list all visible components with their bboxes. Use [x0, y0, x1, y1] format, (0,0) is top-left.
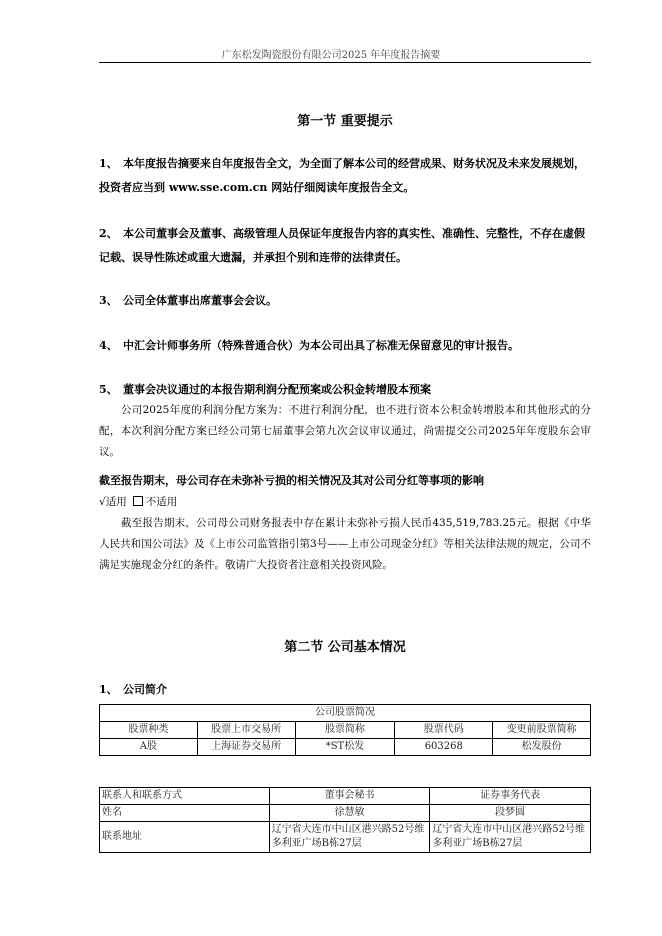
notice-item-4: [99, 334, 591, 358]
item-text: 公司全体董事出席董事会会议。: [123, 294, 277, 307]
table-cell: 徐慧敏: [269, 805, 430, 822]
item-text: 本年度报告摘要来自年度报告全文，为全面了解本公司的经营成果、财务状况及未来发展规划，投资者应当到 www.sse.com.cn 网站仔细阅读年度报告全文。: [99, 157, 585, 194]
company-profile-item: [99, 678, 591, 702]
section1-title: 第一节 重要提示: [297, 114, 393, 129]
not-applicable-label: 不适用: [145, 496, 178, 508]
table-cell: 603268: [395, 739, 493, 756]
notice-item-5: [99, 378, 591, 402]
checkbox-icon: [133, 496, 143, 506]
profit-distribution-paragraph: 公司2025年度的利润分配方案为：不进行利润分配，也不进行资本公积金转增股本和其他形式的分配，本次利润分配方案已经公司第七届董事会第九次会议审议通过，尚需提交公司2025年年度股东会审议。: [99, 404, 591, 458]
item-number: 5、: [99, 383, 118, 396]
table-cell: 松发股份: [493, 739, 591, 756]
table-cell: 辽宁省大连市中山区港兴路52号维多利亚广场B栋27层: [430, 822, 591, 853]
item-text: 公司简介: [123, 683, 167, 696]
table-header-cell: 联系人和联系方式: [100, 788, 270, 805]
table-row: [100, 822, 591, 853]
table-cell: 联系地址: [100, 822, 270, 853]
table-caption: 公司股票简况: [100, 705, 591, 722]
table-header-cell: 董事会秘书: [269, 788, 430, 805]
table-cell: A股: [100, 739, 198, 756]
item-text: 本公司董事会及董事、高级管理人员保证年度报告内容的真实性、准确性、完整性，不存在虚假记载、误导性陈述或重大遗漏，并承担个别和连带的法律责任。: [99, 227, 585, 264]
table-cell: 上海证券交易所: [197, 739, 295, 756]
section2-title: 第二节 公司基本情况: [284, 640, 406, 655]
table-header-cell: 变更前股票简称: [493, 722, 591, 739]
table-cell: 姓名: [100, 805, 270, 822]
item-number: 1、: [99, 157, 118, 170]
notice-item-3: [99, 289, 591, 313]
item-text: 中汇会计师事务所（特殊普通合伙）为本公司出具了标准无保留意见的审计报告。: [123, 339, 519, 352]
item-number: 4、: [99, 339, 118, 352]
table-row: [100, 805, 591, 822]
table-header-cell: 股票简称: [295, 722, 395, 739]
table-header-cell: 股票代码: [395, 722, 493, 739]
contact-info-table: [99, 787, 591, 853]
table-cell: 辽宁省大连市中山区港兴路52号维多利亚广场B栋27层: [269, 822, 430, 853]
applicable-checked: √适用: [99, 496, 127, 508]
item-number: 3、: [99, 294, 118, 307]
applicability-options: [99, 494, 177, 509]
item-number: 2、: [99, 227, 118, 240]
item-text: 董事会决议通过的本报告期利润分配预案或公积金转增股本预案: [123, 383, 431, 396]
table-header-cell: 股票种类: [100, 722, 198, 739]
item-number: 1、: [99, 683, 118, 696]
table-caption-row: [100, 705, 591, 722]
table-header-cell: 股票上市交易所: [197, 722, 295, 739]
table-cell: 段梦圆: [430, 805, 591, 822]
table-header-row: [100, 722, 591, 739]
header-rule: [99, 62, 591, 63]
stock-info-table: [99, 704, 591, 756]
notice-item-2: [99, 222, 591, 270]
table-row: [100, 739, 591, 756]
page-header: 广东松发陶瓷股份有限公司2025 年年度报告摘要: [221, 50, 441, 61]
unrecovered-loss-paragraph: 截至报告期末，公司母公司财务报表中存在累计未弥补亏损人民币435,519,783.25元。根据《中华人民共和国公司法》及《上市公司监管指引第3号——上市公司现金分红》等相关法律法规的规定，公司不满足实施现金分红的条件。敬请广大投资者注意相关投资风险。: [99, 517, 591, 571]
table-header-cell: 证券事务代表: [430, 788, 591, 805]
table-header-row: [100, 788, 591, 805]
notice-item-1: [99, 152, 591, 200]
unrecovered-loss-heading: 截至报告期末，母公司存在未弥补亏损的相关情况及其对公司分红等事项的影响: [99, 474, 484, 487]
table-cell: *ST松发: [295, 739, 395, 756]
